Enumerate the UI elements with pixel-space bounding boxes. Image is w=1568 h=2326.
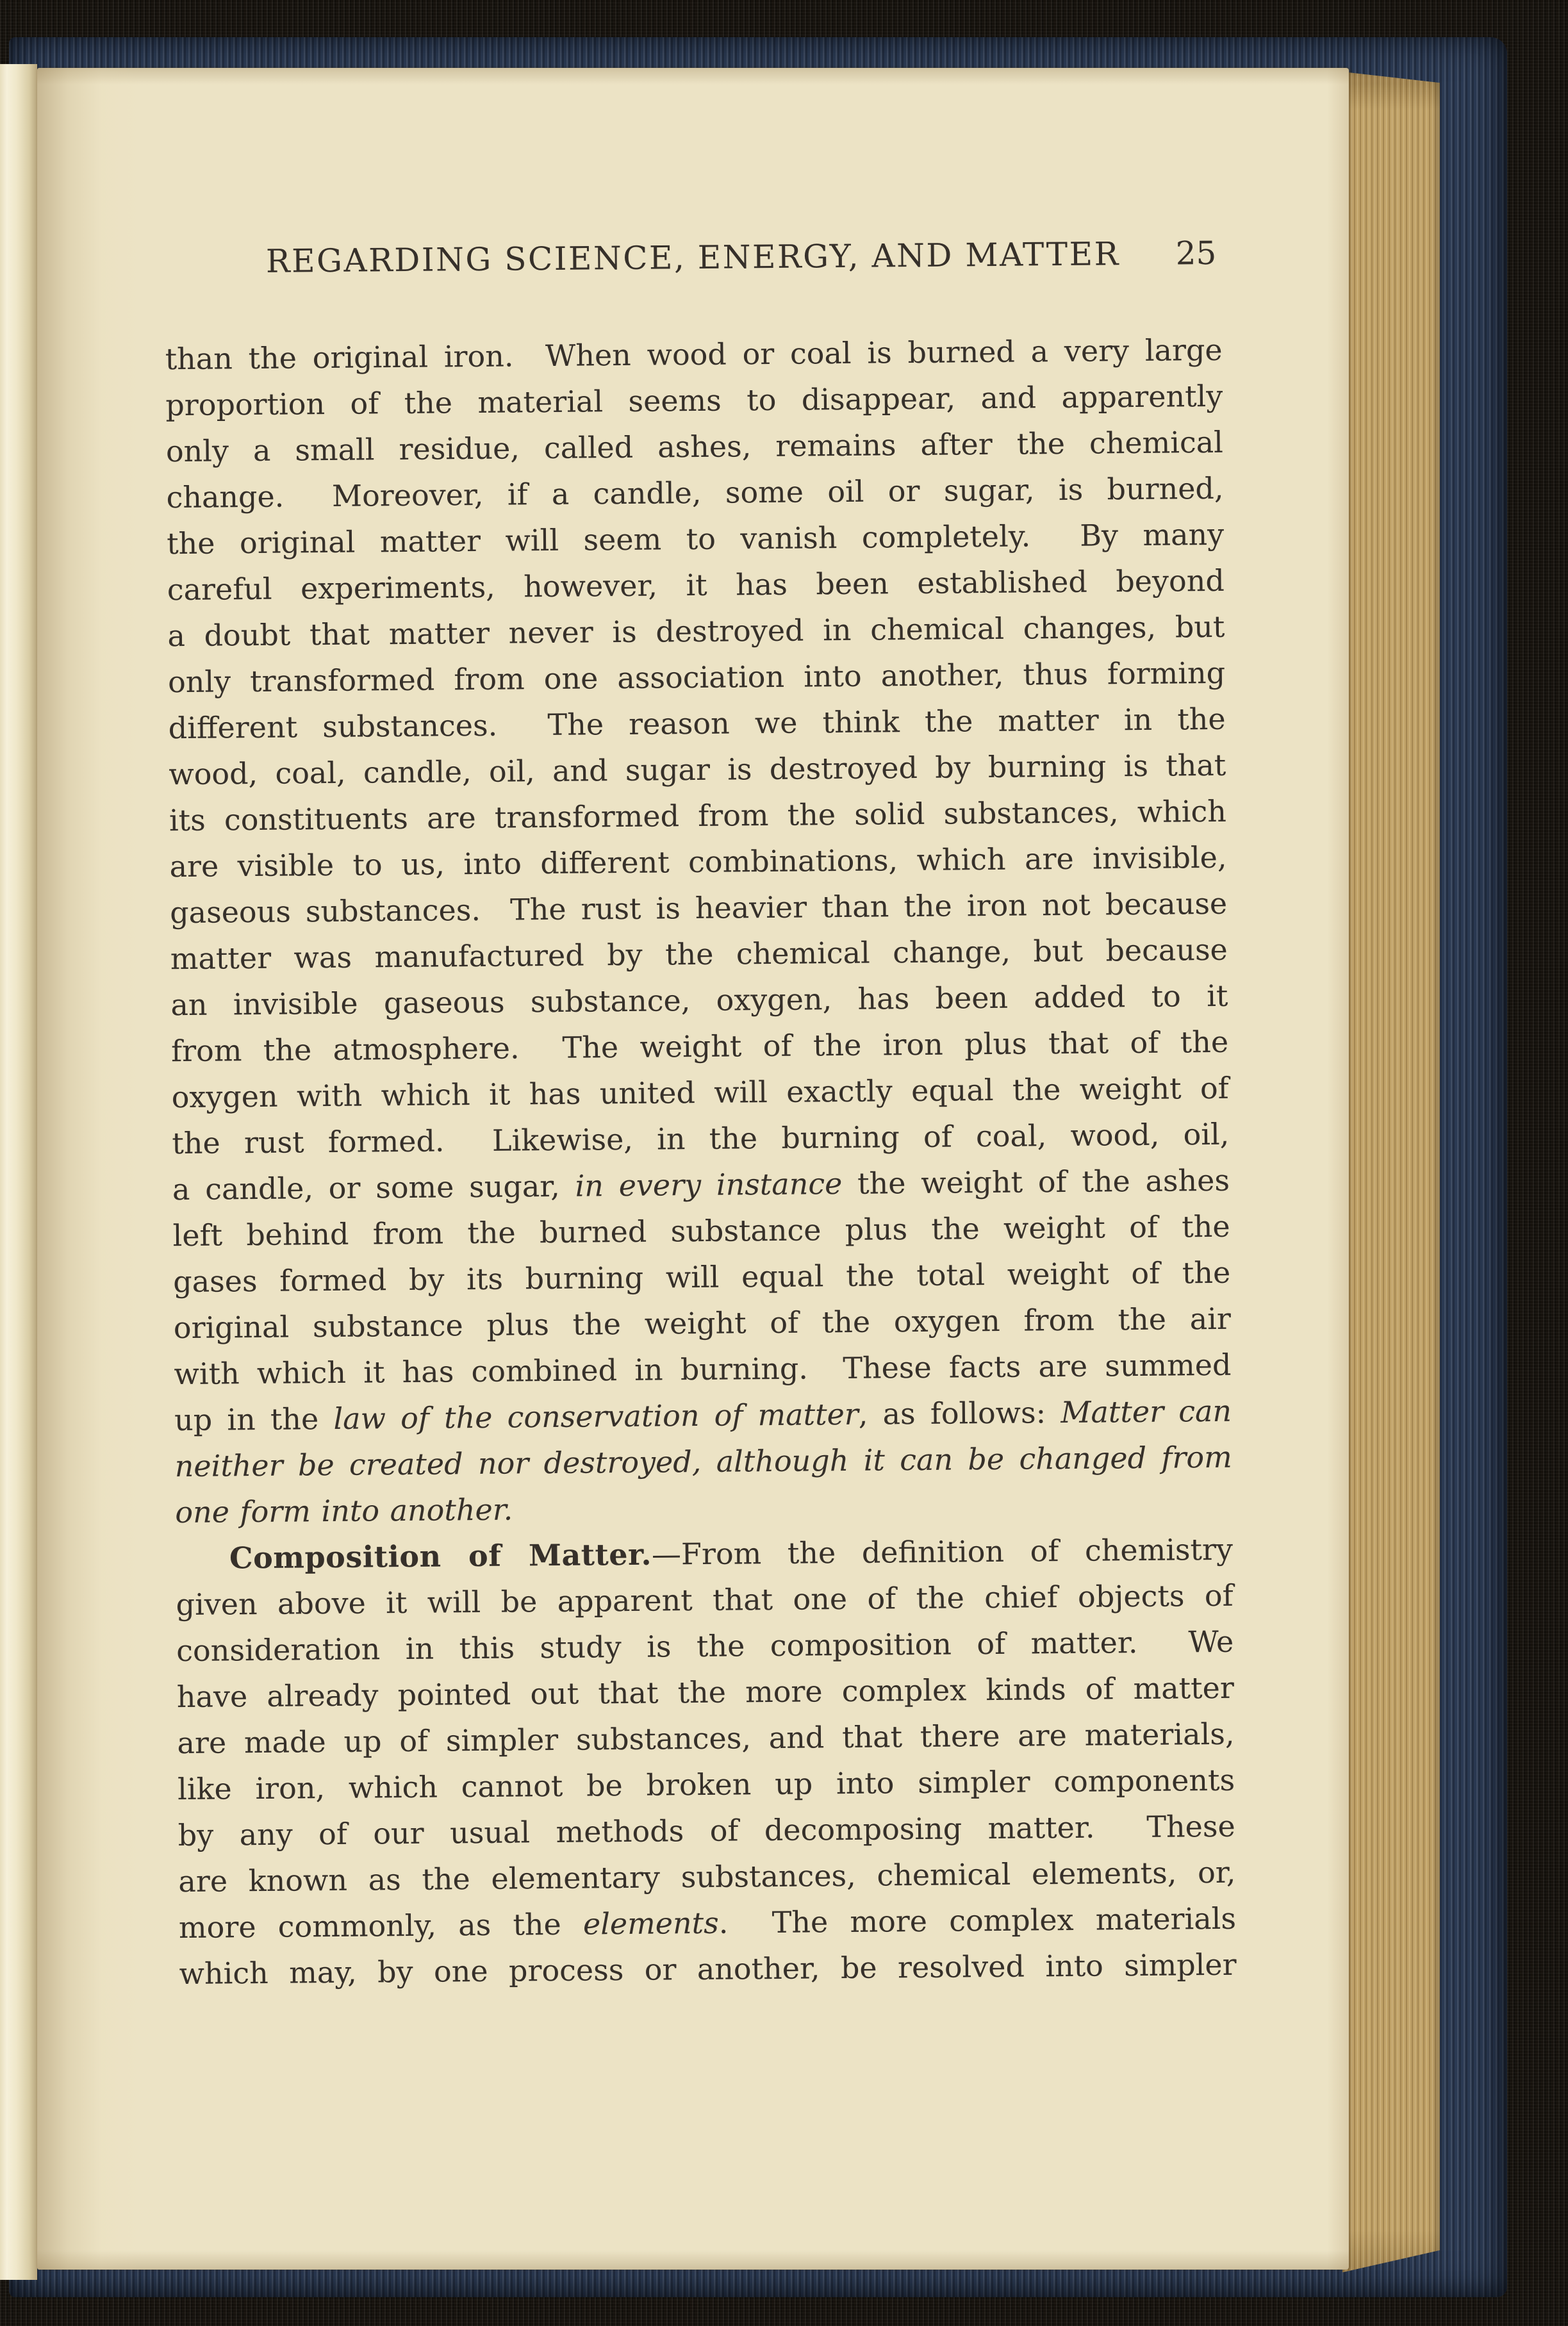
text-segment: an invisible gaseous substance, oxygen, has been added to it xyxy=(170,978,1228,1023)
page-fore-edge xyxy=(1342,72,1440,2281)
text-segment: . The more complex materials xyxy=(718,1901,1237,1940)
text-segment: original substance plus the weight of the oxygen from the air xyxy=(173,1301,1232,1346)
text-line xyxy=(174,1434,1232,1489)
text-segment: the weight of the ashes xyxy=(842,1162,1230,1201)
text-block xyxy=(164,233,1237,1997)
text-segment: than the original iron. When wood or coal is burned a very large xyxy=(165,332,1223,377)
facing-page-edge xyxy=(0,64,37,2280)
text-segment: , as follows: xyxy=(858,1395,1061,1431)
header-title: REGARDING SCIENCE, ENERGY, AND MATTER xyxy=(265,235,1120,280)
text-segment: its constituents are transformed from the solid substances, which xyxy=(169,793,1227,838)
text-segment: the rust formed. Likewise, in the burning of coal, wood, oil, xyxy=(172,1116,1230,1161)
paragraph xyxy=(165,327,1232,1535)
body-text xyxy=(165,327,1237,1997)
text-segment: consideration in this study is the composition of matter. We xyxy=(176,1624,1234,1669)
page-number: 25 xyxy=(1175,234,1217,272)
text-segment: only transformed from one association into another, thus forming xyxy=(167,655,1226,700)
running-header xyxy=(164,233,1221,282)
paragraph xyxy=(176,1526,1237,1997)
italic-text: elements xyxy=(582,1905,719,1942)
text-segment: are known as the elementary substances, chemical elements, or, xyxy=(178,1854,1236,1899)
italic-text: one form into another. xyxy=(175,1492,513,1530)
text-segment: change. Moreover, if a candle, some oil or sugar, is burned, xyxy=(166,470,1224,515)
text-segment: only a small residue, called ashes, remains after the chemical xyxy=(165,424,1224,469)
text-segment: which may, by one process or another, be resolved into simpler xyxy=(179,1947,1237,1992)
book-page xyxy=(37,68,1349,2270)
italic-text: neither be created nor destroyed, although it can be changed from xyxy=(174,1439,1232,1484)
text-segment: proportion of the material seems to disappear, and apparently xyxy=(165,378,1223,423)
text-segment: careful experiments, however, it has been established beyond xyxy=(167,563,1225,607)
text-segment: like iron, which cannot be broken up into simpler components xyxy=(177,1762,1235,1807)
text-segment: with which it has combined in burning. These facts are summed xyxy=(174,1347,1232,1392)
text-segment: from the atmosphere. The weight of the iron plus that of the xyxy=(170,1024,1229,1069)
text-segment: gaseous substances. The rust is heavier than the iron not because xyxy=(169,886,1228,930)
text-segment: —From the definition of chemistry xyxy=(651,1531,1234,1572)
text-segment: have already pointed out that the more complex kinds of matter xyxy=(176,1670,1235,1715)
text-segment: oxygen with which it has united will exactly equal the weight of xyxy=(171,1070,1229,1115)
text-segment: a candle, or some sugar, xyxy=(172,1168,575,1207)
text-segment: matter was manufactured by the chemical change, but because xyxy=(170,932,1228,977)
italic-text: law of the conservation of matter xyxy=(333,1396,859,1437)
text-segment: the original matter will seem to vanish completely. By many xyxy=(166,516,1225,561)
text-segment: gases formed by its burning will equal the total weight of the xyxy=(173,1255,1231,1299)
text-segment: different substances. The reason we think the matter in the xyxy=(168,701,1226,746)
text-segment: wood, coal, candle, oil, and sugar is destroyed by burning is that xyxy=(169,747,1226,792)
italic-text: in every instance xyxy=(575,1166,843,1203)
text-segment: are visible to us, into different combinations, which are invisible, xyxy=(169,839,1227,884)
bold-text: Composition of Matter. xyxy=(229,1537,652,1576)
text-segment: by any of our usual methods of decomposing matter. These xyxy=(177,1808,1235,1853)
text-segment: a doubt that matter never is destroyed in chemical changes, but xyxy=(167,609,1225,654)
text-segment: given above it will be apparent that one of the chief objects of xyxy=(176,1578,1234,1622)
text-line xyxy=(179,1942,1237,1997)
text-segment: left behind from the burned substance plus the weight of the xyxy=(172,1208,1230,1253)
text-segment: up in the xyxy=(174,1401,334,1438)
text-segment: more commonly, as the xyxy=(178,1906,584,1945)
italic-text: Matter can xyxy=(1060,1393,1232,1430)
text-segment: are made up of simpler substances, and that there are materials, xyxy=(177,1716,1235,1761)
